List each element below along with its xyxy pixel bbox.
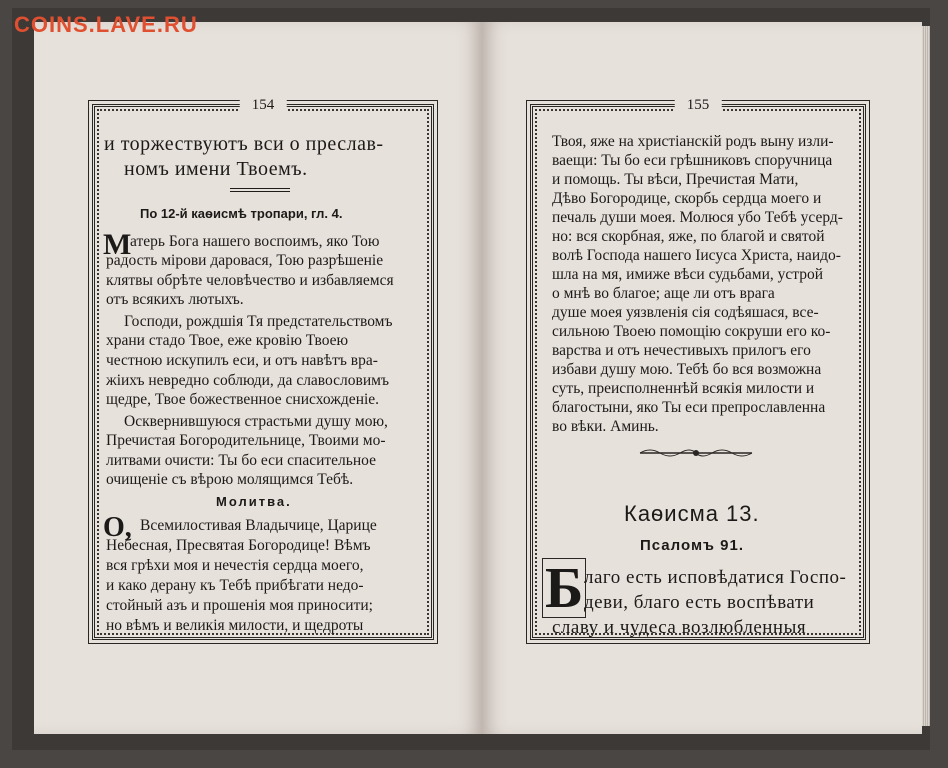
text-line: ваещи: Ты бо еси грѣшниковъ споручница (552, 152, 833, 169)
text-line: варства и отъ нечестивыхъ прилогъ его (552, 342, 811, 359)
text-line: Твоя, яже на христіанскій родъ выну изли- (552, 133, 834, 150)
text-line: литвами очисти: Ты бо еси спасительное (106, 452, 376, 469)
text-line: жіихъ невредно соблюди, да славословимъ (106, 372, 389, 389)
open-book (12, 8, 930, 750)
drop-cap: М (103, 228, 132, 261)
text-line: славу и чудеса возлюбленныя (552, 617, 807, 638)
text-line: Всемилостивая Владычице, Царице (140, 517, 377, 534)
drop-cap: О, (103, 512, 132, 543)
text-line: стойный азъ и прошенія моя приносити; (106, 597, 373, 614)
divider-rule (230, 188, 290, 192)
continuation-line: и торжествуютъ вси о преслав- (104, 133, 384, 155)
text-line: благостыни, яко Ты еси препрославленна (552, 399, 826, 416)
text-line: печаль души моея. Молюся убо Тебѣ усерд- (552, 209, 843, 226)
text-line: храни стадо Твое, еже кровію Твоею (106, 332, 349, 349)
text-line: атерь Бога нашего воспоимъ, яко Тою (130, 233, 380, 250)
text-line: волѣ Господа нашего Іисуса Христа, наидо- (552, 247, 841, 264)
text-line: сильною Твоею помощію сокруши его ко- (552, 323, 831, 340)
text-line: отъ всякихъ лютыхъ. (106, 291, 244, 308)
text-line: и како дерану къ Тебѣ прибѣгати недо- (106, 577, 364, 594)
kathisma-title: Каѳисма 13. (624, 501, 760, 526)
psalm-heading: Псаломъ 91. (640, 537, 744, 554)
right-page (482, 22, 922, 734)
text-line: о мнѣ во благое; аще ли отъ врага (552, 285, 775, 302)
continuation-line: номъ имени Твоемъ. (124, 158, 308, 180)
text-line: деви, благо есть воспѣвати (584, 592, 815, 613)
text-line: лаго есть исповѣдатися Госпо- (584, 567, 847, 588)
text-line: но вѣмъ и великія милости, и щедроты (106, 617, 364, 634)
text-line: но: вся скорбная, яже, по благой и святой (552, 228, 825, 245)
text-line: суть, преисполненнѣй всякія милости и (552, 380, 815, 397)
prayer-heading: Молитва. (216, 494, 292, 509)
text-line: клятвы обрѣте человѣчество и избавляемся (106, 272, 394, 289)
text-line: щедре, Твое божественное снисхожденіе. (106, 391, 380, 408)
text-line: радость мірови даровася, Тою разрѣшеніе (106, 252, 384, 269)
text-line: Осквернившуюся страстьми душу мою, (124, 413, 388, 430)
text-line: Господи, рождшія Тя предстательствомъ (124, 313, 393, 330)
ornamental-divider (636, 446, 756, 460)
text-line: Небесная, Пресвятая Богородице! Вѣмъ (106, 537, 371, 554)
text-line: и помощь. Ты вѣси, Пречистая Мати, (552, 171, 799, 188)
text-line: душе моея уязвленія сія содѣяшася, все- (552, 304, 819, 321)
text-line: шла на мя, имиже вѣси судьбами, устрой (552, 266, 824, 283)
text-line: очищеніе съ вѣрою молящимся Тебѣ. (106, 471, 354, 488)
drop-cap: Б (542, 558, 586, 618)
text-line: Пречистая Богородительнице, Твоими мо- (106, 432, 386, 449)
text-line: честною искупилъ еси, и отъ навѣтъ вра- (106, 352, 378, 369)
text-line: избави душу мою. Тебѣ бо вся возможна (552, 361, 822, 378)
text-line: Дѣво Богородице, скорбь сердца моего и (552, 190, 822, 207)
text-line: вся грѣхи моя и нечестія сердца моего, (106, 557, 364, 574)
left-page (34, 22, 482, 734)
left-page-number: 154 (240, 97, 287, 114)
text-line: во вѣки. Аминь. (552, 418, 659, 435)
right-page-number: 155 (675, 97, 722, 114)
watermark: COINS.LAVE.RU (14, 12, 198, 37)
troparion-heading: По 12-й каѳисмѣ тропари, гл. 4. (140, 206, 343, 221)
